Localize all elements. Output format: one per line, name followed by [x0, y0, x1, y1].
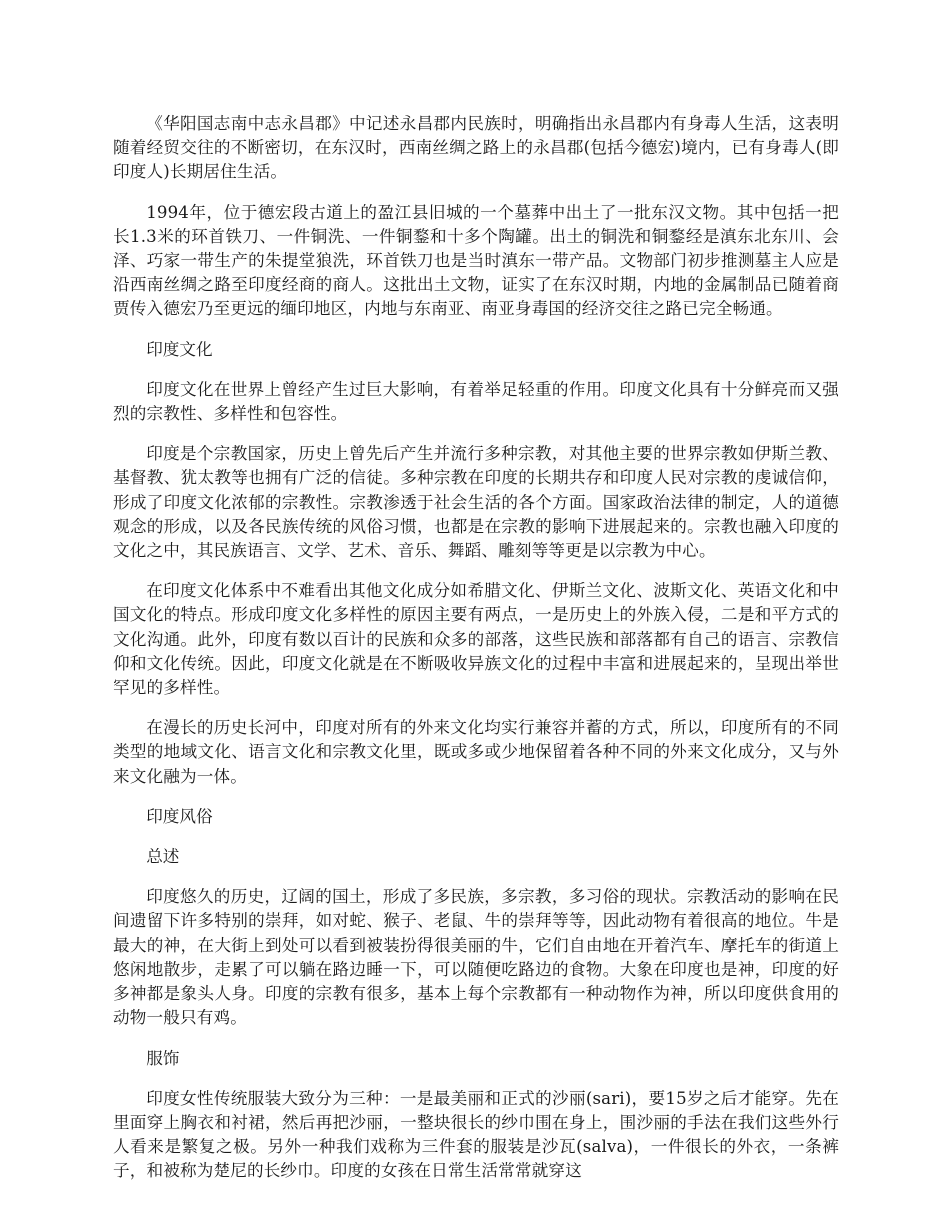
paragraph-diversity: 在印度文化体系中不难看出其他文化成分如希腊文化、伊斯兰文化、波斯文化、英语文化和中国文化的特点。形成印度文化多样性的原因主要有两点，一是历史上的外族入侵，二是和平方式的文化沟通。此外，印度有数以百计的民族和众多的部落，这些民族和部落都有自己的语言、宗教信仰和文化传统。因此，印度文化就是在不断吸收异族文化的过程中丰富和进展起来的，呈现出举世罕见的多样性。 — [113, 581, 839, 698]
paragraph-1994-excavation: 1994年，位于德宏段古道上的盈江县旧城的一个墓葬中出土了一批东汉文物。其中包括一把长1.3米的环首铁刀、一件铜洗、一件铜鍪和十多个陶罐。出土的铜洗和铜鍪经是滇东北东川、会泽、巧家一带生产的朱提堂狼洗，环首铁刀也是当时滇东一带产品。文物部门初步推测墓主人应是沿西南丝绸之路至印度经商的商人。这批出土文物，证实了在东汉时期，内地的金属制品已随着商贾传入德宏乃至更远的缅印地区，内地与东南亚、南亚身毒国的经济交往之路已完全畅通。 — [113, 202, 839, 319]
paragraph-customs-overview: 印度悠久的历史，辽阔的国土，形成了多民族，多宗教，多习俗的现状。宗教活动的影响在民间遗留下许多特别的崇拜，如对蛇、猴子、老鼠、牛的崇拜等等，因此动物有着很高的地位。牛是最大的神，在大街上到处可以看到被装扮得很美丽的牛，它们自由地在开着汽车、摩托车的街道上悠闲地散步，走累了可以躺在路边睡一下，可以随便吃路边的食物。大象在印度也是神，印度的好多神都是象头人身。印度的宗教有很多，基本上每个宗教都有一种动物作为神，所以印度供食用的动物一般只有鸡。 — [113, 887, 839, 1028]
heading-clothing: 服饰 — [146, 1048, 180, 1068]
paragraph-religion: 印度是个宗教国家，历史上曾先后产生并流行多种宗教，对其他主要的世界宗教如伊斯兰教、基督教、犹太教等也拥有广泛的信徒。多种宗教在印度的长期共存和印度人民对宗教的虔诚信仰，形成了印度文化浓郁的宗教性。宗教渗透于社会生活的各个方面。国家政治法律的制定，人的道德观念的形成，以及各民族传统的风俗习惯，也都是在宗教的影响下进展起来的。宗教也融入印度的文化之中，其民族语言、文学、艺术、音乐、舞蹈、雕刻等等更是以宗教为中心。 — [113, 444, 839, 561]
document-page — [113, 112, 839, 1200]
heading-indian-culture: 印度文化 — [146, 339, 213, 359]
paragraph-yongchang-record: 《华阳国志南中志永昌郡》中记述永昌郡内民族时，明确指出永昌郡内有身毒人生活，这表明随着经贸交往的不断密切，在东汉时，西南丝绸之路上的永昌郡(包括今德宏)境内，已有身毒人(即印度人)长期居住生活。 — [113, 114, 839, 182]
heading-overview: 总述 — [146, 847, 180, 867]
paragraph-inclusiveness: 在漫长的历史长河中，印度对所有的外来文化均实行兼容并蓄的方式，所以，印度所有的不同类型的地域文化、语言文化和宗教文化里，既或多或少地保留着各种不同的外来文化成分，又与外来文化融为一体。 — [113, 718, 839, 786]
paragraph-culture-intro: 印度文化在世界上曾经产生过巨大影响，有着举足轻重的作用。印度文化具有十分鲜亮而又强烈的宗教性、多样性和包容性。 — [113, 379, 839, 424]
heading-indian-customs: 印度风俗 — [146, 806, 213, 826]
paragraph-clothing: 印度女性传统服装大致分为三种：一是最美丽和正式的沙丽(sari)，要15岁之后才能穿。先在里面穿上胸衣和衬裙，然后再把沙丽，一整块很长的纱巾围在身上，围沙丽的手法在我们这些外行人看来是繁复之极。另外一种我们戏称为三件套的服装是沙瓦(salva)，一件很长的外衣，一条裤子，和被称为楚尼的长纱巾。印度的女孩在日常生活常常就穿这 — [113, 1088, 839, 1181]
